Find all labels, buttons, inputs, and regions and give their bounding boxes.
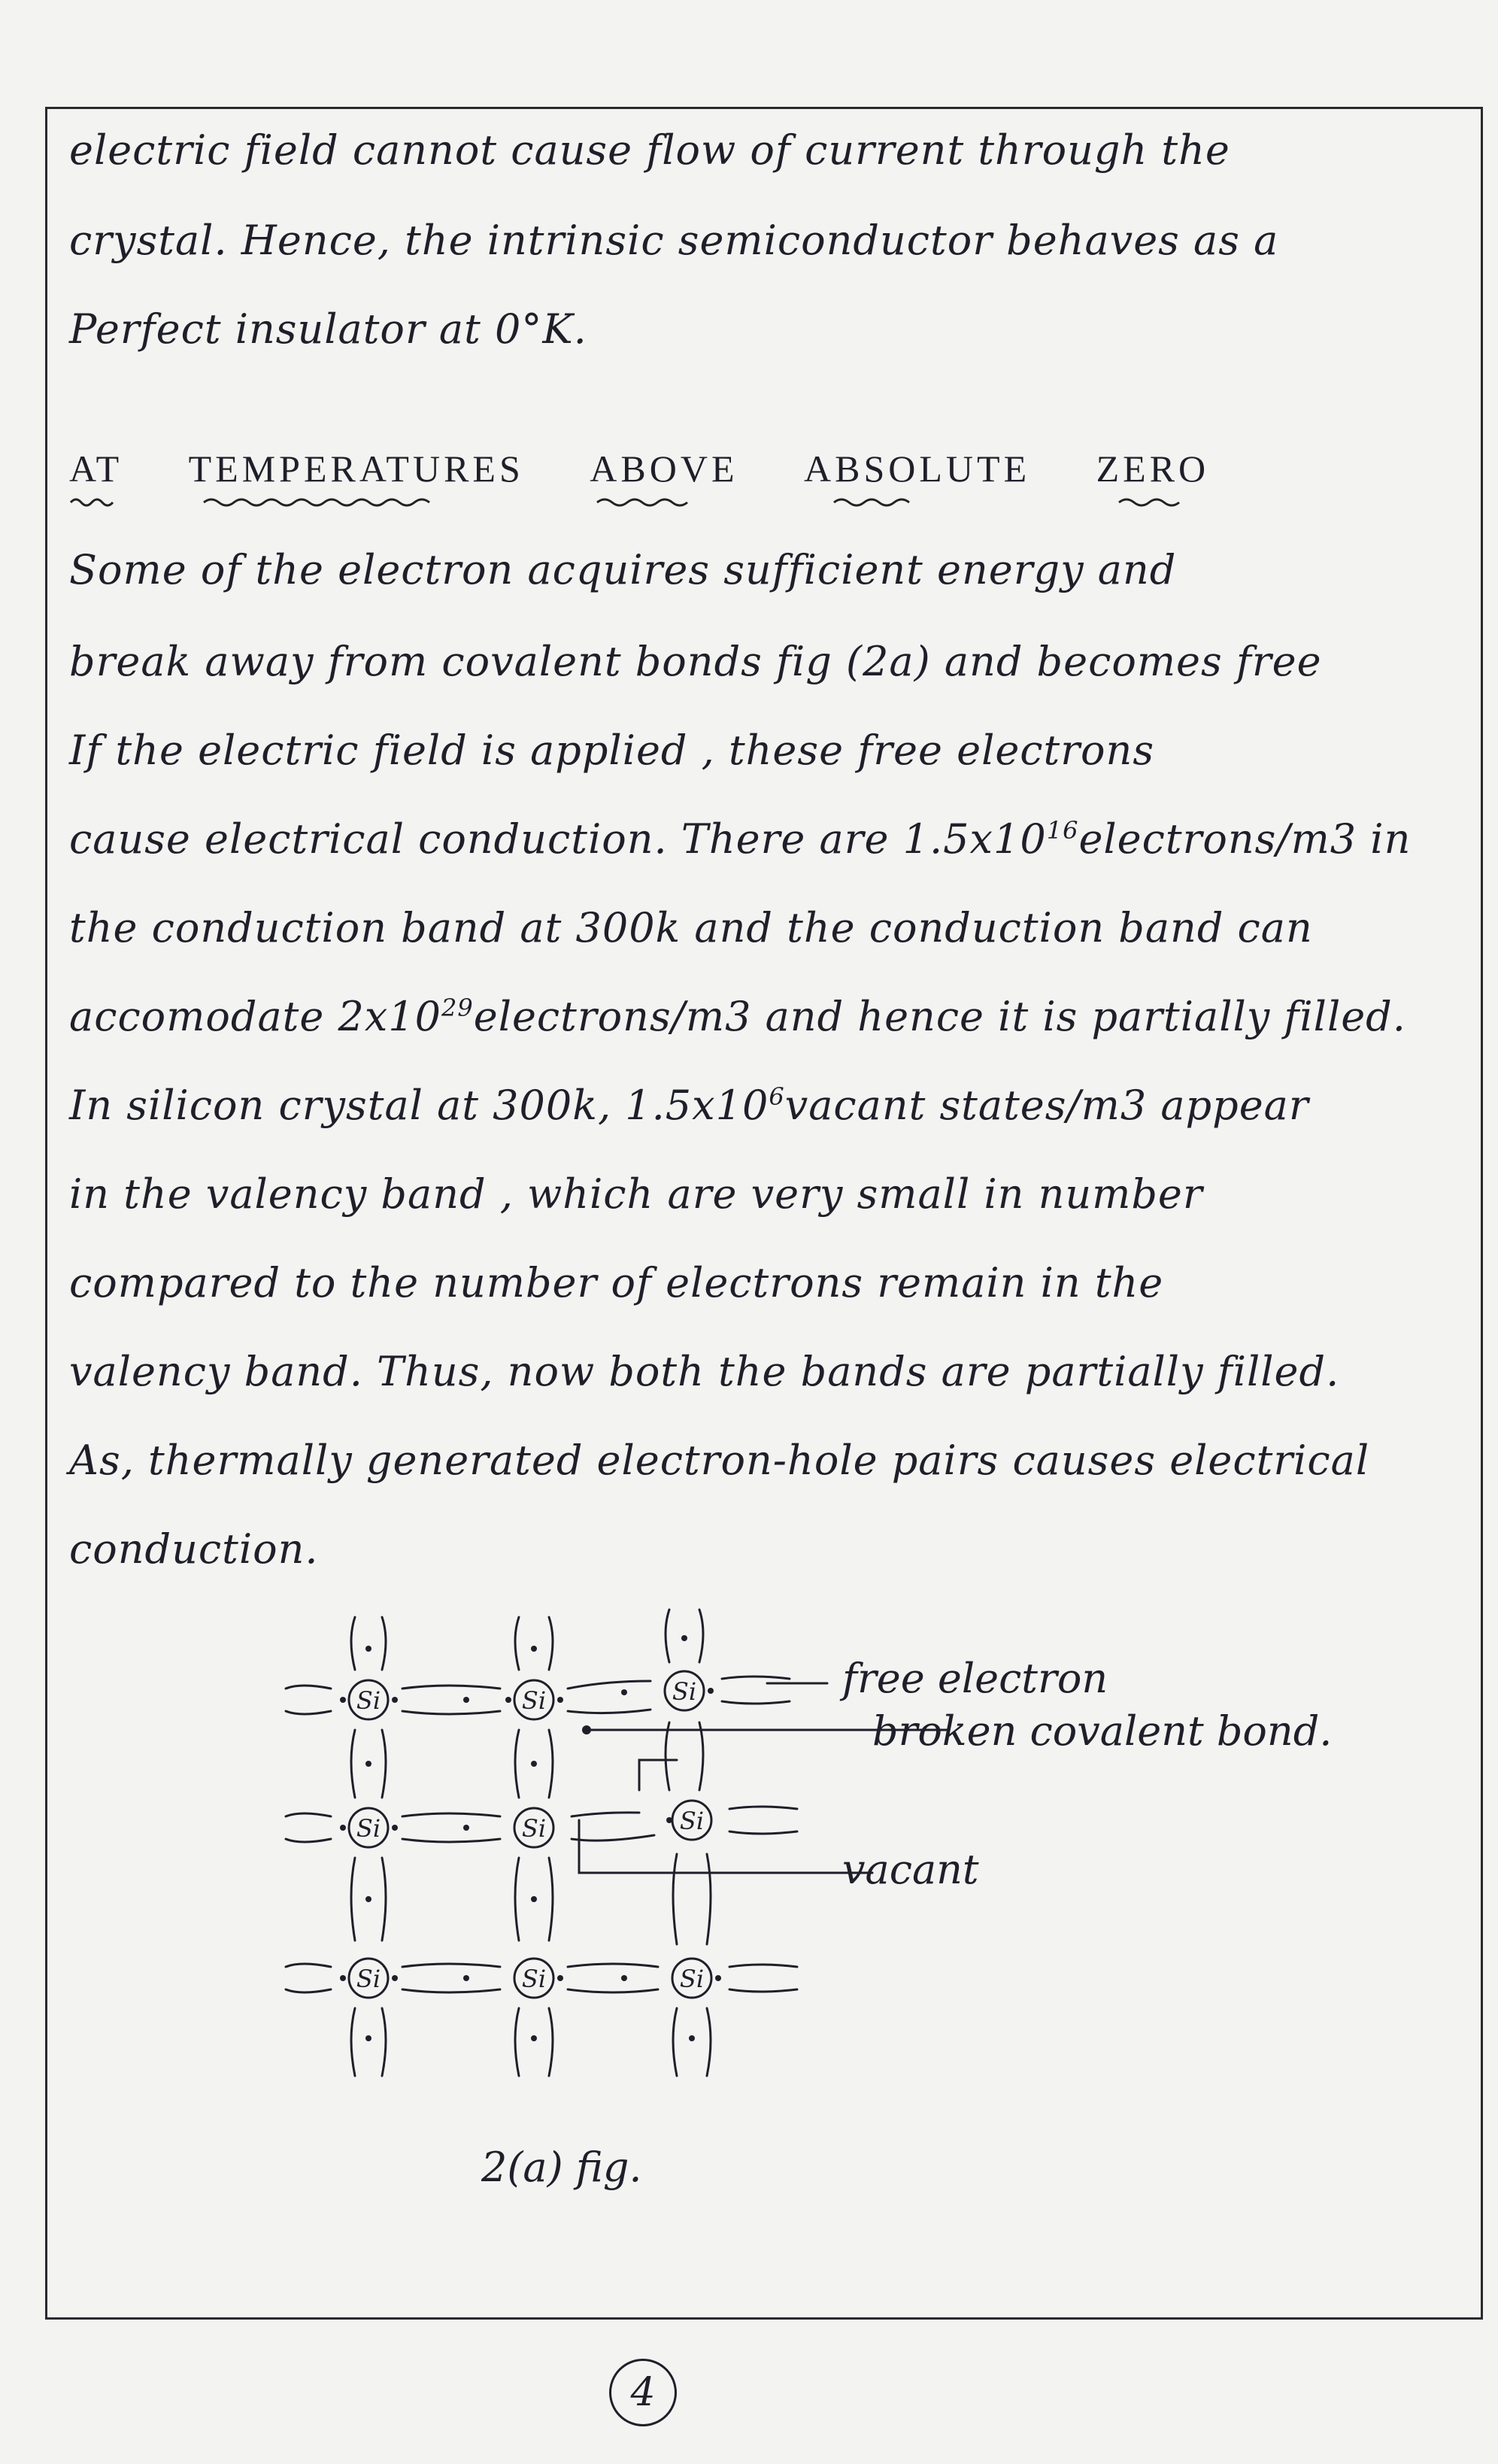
svg-text:Si: Si [521,1965,547,1993]
svg-text:Si: Si [672,1677,697,1706]
svg-text:Si: Si [679,1965,705,1993]
heading-word-absolute: ABSOLUTE [804,447,1030,490]
svg-text:Si: Si [356,1686,381,1715]
si-atom [349,1808,388,1847]
text-line-12: compared to the number of electrons remain in the [69,1259,1164,1306]
text-line-10: In silicon crystal at 300k, $1.5x10^6vacant$ states/m3 appear [69,1082,1309,1129]
text-line-15: conduction. [69,1525,319,1573]
text-line-13: valency band. Thus, now both the bands are partially filled. [69,1348,1340,1395]
text-line-6: If the electric field is applied , these free electrons [69,727,1155,774]
text-line-1: electric field cannot cause flow of current through the [69,126,1230,174]
page-number: 4 [609,2359,677,2426]
si-atom [349,1680,388,1719]
si-atom [514,1959,553,1998]
svg-text:Si: Si [521,1814,547,1843]
text-line-4: Some of the electron acquires sufficient energy and [69,546,1177,593]
heading-word-temperatures: TEMPERATURES [189,447,524,490]
text-line-14: As, thermally generated electron-hole pairs causes electrical [69,1437,1370,1484]
si-atom [672,1801,711,1840]
figure-caption: 2(a) fig. [481,2144,642,2191]
text-line-9: accomodate $2x10^{29}electrons/m3$ and hence it is partially filled. [69,993,1406,1040]
si-atom [514,1808,553,1847]
svg-text:Si: Si [356,1965,381,1993]
si-atom [672,1959,711,1998]
silicon-lattice-figure [271,1595,1474,2241]
label-vacant: vacant [842,1846,979,1893]
si-atom [665,1671,704,1710]
section-heading [69,447,1262,490]
heading-word-above: ABOVE [590,447,738,490]
label-broken-covalent-bond: broken covalent bond. [872,1707,1333,1755]
text-line-11: in the valency band , which are very small in number [69,1170,1203,1218]
text-line-2: crystal. Hence, the intrinsic semiconductor behaves as a [69,217,1279,264]
heading-word-at: AT [69,447,123,490]
svg-text:Si: Si [521,1686,547,1715]
si-atom [514,1680,553,1719]
label-free-electron: free electron [842,1655,1108,1702]
svg-text:Si: Si [679,1807,705,1835]
heading-word-zero: ZERO [1096,447,1210,490]
svg-text:Si: Si [356,1814,381,1843]
text-line-7: cause electrical conduction. There are $1.5x10^{16}electrons/m3$ in [69,815,1412,863]
si-atom [349,1959,388,1998]
text-line-5: break away from covalent bonds fig (2a) and becomes free [69,638,1322,685]
text-line-3: Perfect insulator at 0°K. [69,305,587,353]
text-line-8: the conduction band at 300k and the conduction band can [69,904,1313,951]
